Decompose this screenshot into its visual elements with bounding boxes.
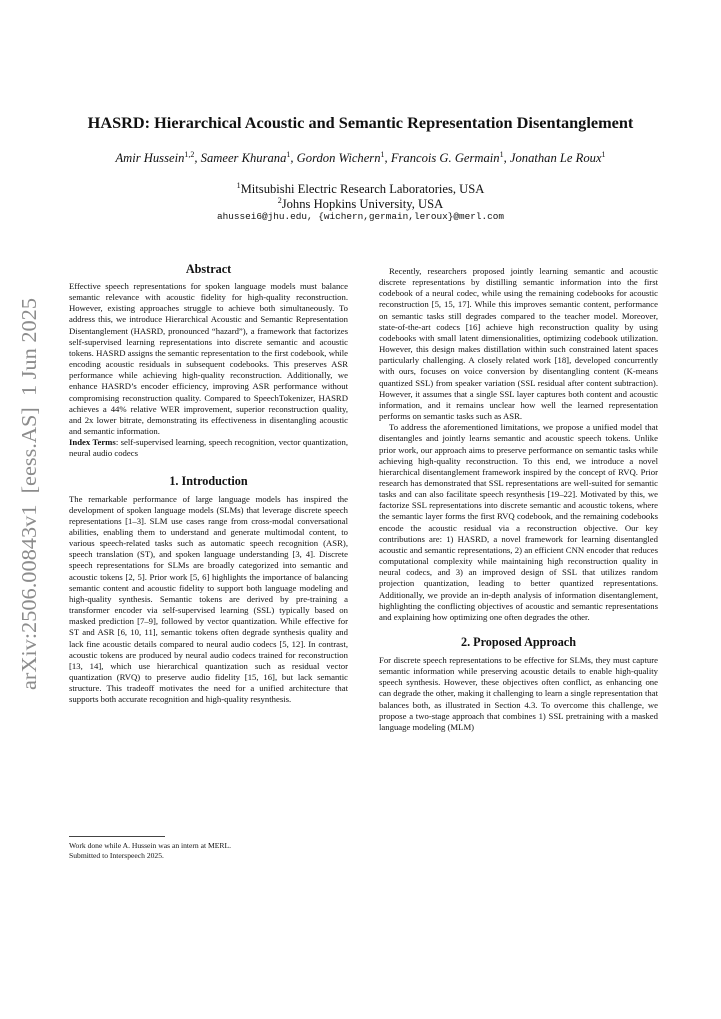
author-separator: , [290, 151, 297, 166]
paper-title: HASRD: Hierarchical Acoustic and Semantic Representation Disentanglement [87, 113, 634, 132]
author-affiliation-mark: 1 [380, 150, 385, 159]
author-name: Amir Hussein [115, 151, 185, 166]
footnote-line: Submitted to Interspeech 2025. [69, 851, 164, 860]
author-affiliation-mark: 1 [601, 150, 606, 159]
author-name: Jonathan Le Roux [509, 151, 602, 166]
affiliation-text: Johns Hopkins University, USA [281, 197, 444, 212]
abstract-text: Effective speech representations for spoken language models must balance semantic relevance with acoustic fidelity for high-quality reconstruction. However, existing approaches struggle to achieve both simultaneously. To address this, we introduce Hierarchical Acoustic and Semantic Representation Disentanglement (HASRD, pronounced “hazard”), a framework that factorizes self-supervised learning representations into discrete semantic and acoustic tokens. HASRD assigns the semantic representation to the first codebook, while encoding acoustic residuals in subsequent codebooks. This preserves ASR performance while achieving high-quality reconstruction. Additionally, we enhance HASRD’s encoder efficiency, improving ASR performance without compromising reconstruction quality. Compared to SpeechTokenizer, HASRD achieves a 44% relative WER improvement, superior reconstruction quality, and 2x lower bitrate, demonstrating its effectiveness in disentangling acoustic and semantic information. [69, 281, 348, 437]
author-name: Francois G. Germain [390, 151, 500, 166]
affiliation-2 [40, 193, 681, 212]
affiliation-mark: 1 [236, 181, 241, 190]
arxiv-stamp-svg [8, 298, 48, 690]
body-paragraph: Recently, researchers proposed jointly learning semantic and acoustic discrete representations by distilling semantic information into the first codebook of a neural codec, while using the remaining codebooks for acoustic reconstruction [5, 15, 17]. While this improves semantic content, performance on semantic tasks still degrades compared to the teacher model. Moreover, state-of-the-art codecs [16] achieve high reconstruction quality by using codebooks with small latent dimensionalities, optimizing codebook utilization. However, this design makes distillation within such constrained latent spaces particularly challenging. A closely related work [18], developed concurrently with ours, focuses on voice conversion by disentangling content (K-means quantized SSL) from speaker variation (SSL residual after content subtraction). However, it assumes that a single SSL layer captures both content and acoustic information, and it remains unclear how well the learned representation performs on semantic tasks such as ASR. [379, 266, 658, 422]
author-name: Gordon Wichern [296, 151, 381, 166]
index-terms-text: : self-supervised learning, speech recognition, vector quantization, neural audio codecs [69, 437, 348, 459]
affiliation-text: Mitsubishi Electric Research Laboratories, USA [240, 182, 485, 197]
right-column [379, 266, 658, 733]
footnote [69, 841, 348, 861]
author-separator: , [503, 151, 510, 166]
author-name: Sameer Khurana [200, 151, 287, 166]
body-paragraph: To address the aforementioned limitations, we propose a unified model that disentangles and jointly learns semantic and acoustic speech tokens. Unlike prior work, our approach aims to preserve performance on semantic tasks while achieving high-quality reconstruction. To this end, we introduce a novel hierarchical disentanglement framework inspired by the concept of RVQ. Prior research has demonstrated that SSL representations are well-suited for semantic tasks and can also facilitate speech resynthesis [19–22]. Motivated by this, we factorize SSL representations into discrete semantic and acoustic tokens, where the semantic layer forms the first RVQ codebook, and the remaining codebooks encode the acoustic residual via a reconstruction objective. Our key contributions are: 1) HASRD, a novel framework for learning disentangled acoustic and semantic representations, 2) an efficient CNN encoder that reduces computational complexity while maintaining high reconstruction quality in neural codecs, and 3) an improved design of SSL that utilizes random projection quantization, leading to better quantized representations. Additionally, we provide an in-depth analysis of information disentanglement, highlighting the conflicting objectives of acoustic and semantic representations and explaining how optimizing one often degrades the other. [379, 422, 658, 622]
abstract-heading: Abstract [185, 262, 232, 276]
footnote-line: Work done while A. Hussein was an intern at MERL. [69, 841, 231, 850]
author-emails: ahussei6@jhu.edu, {wichern,germain,leroux}@merl.com [217, 211, 504, 222]
arxiv-stamp [8, 298, 48, 690]
index-terms [69, 437, 348, 459]
left-column [69, 262, 348, 705]
author-affiliation-mark: 1,2 [184, 150, 195, 159]
arxiv-stamp-text: arXiv:2506.00843v1 [eess.AS] 1 Jun 2025 [17, 321, 41, 690]
index-terms-label: Index Terms [69, 437, 116, 448]
introduction-paragraph: The remarkable performance of large language models has inspired the development of spoken language models (SLMs) that leverage discrete speech representations [1–3]. SLM use cases range from cross-modal conversational abilities, enabling them to understand and generate multimodal content, to various speech-related tasks such as automatic speech recognition (ASR), speech translation (ST), and spoken language understanding [3, 4]. Discrete speech representations for SLMs are broadly categorized into semantic and acoustic tokens [2, 5]. Prior work [5, 6] highlights the importance of balancing semantic content and acoustic fidelity to support both language modeling and high-quality synthesis. Semantic tokens are derived by pre-training a transformer encoder via self-supervised learning (SSL) typically based on masked prediction [7–9], followed by vector quantization. While effective for ST and ASR [6, 10, 11], semantic tokens often degrade synthesis quality and lack fine acoustic details compared to neural audio codecs [5, 12]. In contrast, acoustic tokens are produced by neural audio codecs trained for reconstruction [13, 14], which use hierarchical quantization such as residual vector quantization (RVQ) to preserve audio fidelity [15, 16], but lack semantic structure. This tradeoff motivates the need for a unified architecture that supports both accurate recognition and high-quality resynthesis. [69, 493, 348, 705]
proposed-approach-heading: 2. Proposed Approach [460, 635, 576, 649]
author-separator: , [194, 151, 201, 166]
proposed-approach-paragraph: For discrete speech representations to be effective for SLMs, they must capture semantic information while preserving acoustic details to enable high-quality speech synthesis. However, these objectives often conflict, as enhancing one can degrade the other, making it challenging to learn a single representation that balances both, as illustrated in Section 4.3. To overcome this challenge, we propose a two-stage approach that combines 1) SSL pretraining with a masked language modeling (MLM) [379, 655, 658, 732]
author-separator: , [384, 151, 391, 166]
author-list [40, 147, 681, 166]
introduction-heading: 1. Introduction [169, 473, 248, 488]
author-affiliation-mark: 1 [286, 150, 291, 159]
footnote-rule [69, 836, 165, 837]
affiliation-mark: 2 [277, 196, 282, 205]
author-affiliation-mark: 1 [499, 150, 504, 159]
